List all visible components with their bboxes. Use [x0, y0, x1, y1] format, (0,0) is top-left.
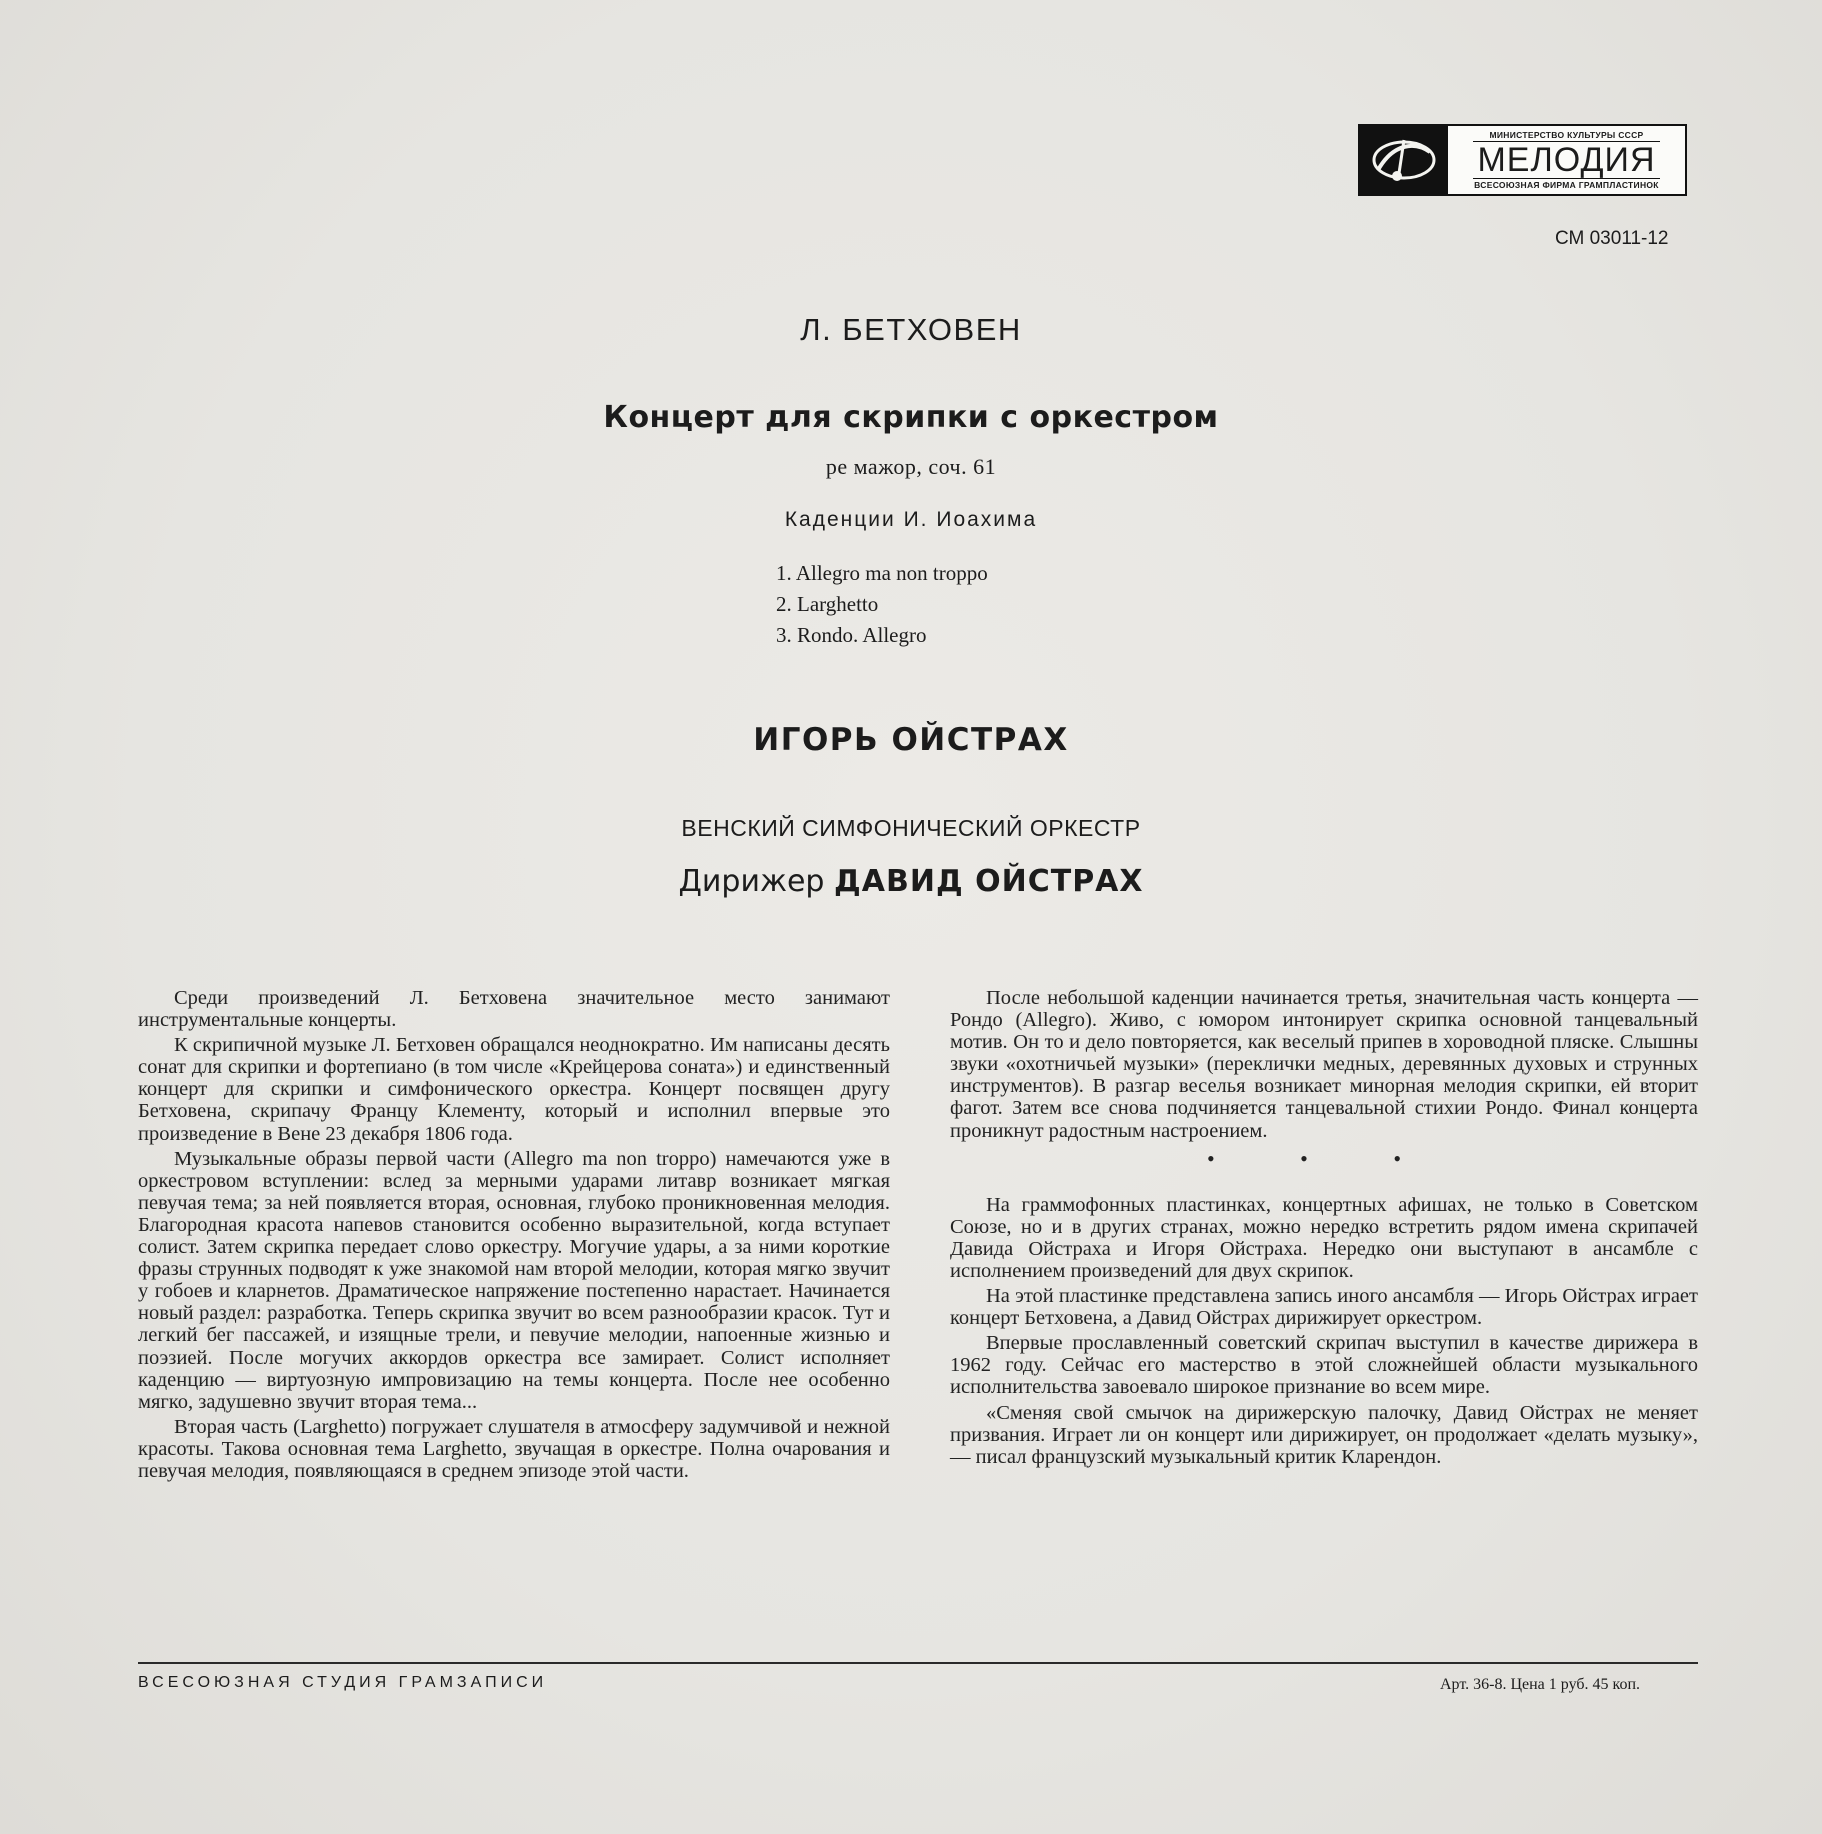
conductor-line [0, 864, 1822, 899]
notes-paragraph: На граммофонных пластинках, концертных афишах, не только в Советском Союзе, но и в других странах, можно нередко встретить рядом имена скрипачей Давида Ойстраха и Игоря Ойстраха. Нередко они выступают в ансамбле с исполнением произведений для двух скрипок. [950, 1193, 1698, 1282]
studio-name: ВСЕСОЮЗНАЯ СТУДИЯ ГРАМЗАПИСИ [138, 1674, 548, 1691]
movement-list [776, 558, 988, 651]
movement-item: 3. Rondo. Allegro [776, 623, 927, 647]
composer-name: Л. БЕТХОВЕН [800, 312, 1022, 347]
notes-paragraph: Среди произведений Л. Бетховена значительное место занимают инструментальные концерты. [138, 987, 890, 1032]
section-separator: • • • [1206, 1145, 1442, 1171]
work-key: ре мажор, соч. 61 [825, 454, 997, 479]
catalog-number: СМ 03011-12 [1555, 228, 1669, 249]
cadenzas-credit: Каденции И. Иоахима [784, 508, 1038, 531]
notes-paragraph: Музыкальные образы первой части (Allegro ma non troppo) намечаются уже в оркестровом вступлении: вслед за мерными ударами литавр возникает мягкая певучая тема; за ней появляется вторая, основная, глубоко проникновенная мелодия. Благородная красота напевов становится особенно выразительной, когда вступает солист. Затем скрипка передает слово оркестру. Могучие удары, а за ними короткие фразы струнных подводят к уже знакомой нам второй мелодии, которая мягко звучит у гобоев и кларнетов. Драматическое напряжение постепенно нарастает. Начинается новый раздел: разработка. Теперь скрипка звучит во всем разнообразии красок. Тут и легкий бег пассажей, и изящные трели, и певучие мелодии, напоенные жизнью и поэзией. После могучих аккордов оркестра все замирает. Солист исполняет каденцию — виртуозную импровизацию на темы концерта. После нее особенно мягко, задушевно звучит вторая тема... [138, 1147, 890, 1413]
orchestra-name: ВЕНСКИЙ СИМФОНИЧЕСКИЙ ОРКЕСТР [681, 815, 1141, 841]
movement-item: 1. Allegro ma non troppo [776, 561, 988, 585]
conductor-name: ДАВИД ОЙСТРАХ [834, 864, 1144, 899]
price-info: Арт. 36-8. Цена 1 руб. 45 коп. [1440, 1676, 1641, 1693]
ministry-text: МИНИСТЕРСТВО КУЛЬТУРЫ СССР [1489, 130, 1644, 140]
work-title: Концерт для скрипки с оркестром [603, 400, 1219, 435]
notes-paragraph: Вторая часть (Larghetto) погружает слушателя в атмосферу задумчивой и нежной красоты. Такова основная тема Larghetto, звучащая в оркестре. Полна очарования и певучая мелодия, появляющаяся в среднем эпизоде этой части. [138, 1415, 890, 1482]
soloist-name: ИГОРЬ ОЙСТРАХ [753, 722, 1069, 758]
notes-paragraph: Впервые прославленный советский скрипач выступил в качестве дирижера в 1962 году. Сейчас его мастерство в этой сложнейшей области музыкального исполнительства завоевало широкое признание во всем мире. [950, 1332, 1698, 1399]
melodiya-wordmark [1448, 126, 1685, 194]
notes-paragraph: После небольшой каденции начинается третья, значительная часть концерта — Рондо (Allegro). Живо, с юмором интонирует скрипка основной танцевальный мотив. Он то и дело повторяется, как веселый припев в хороводной пляске. Слышны звуки «охотничьей музыки» (переклички медных, деревянных духовых и струнных инструментов). В разгар веселья возникает минорная мелодия скрипки, ей вторит фагот. Затем все снова подчиняется танцевальной стихии Рондо. Финал концерта проникнут радостным настроением. [950, 987, 1698, 1142]
notes-paragraph: К скрипичной музыке Л. Бетховен обращался неоднократно. Им написаны десять сонат для скрипки и фортепиано (в том числе «Крейцерова соната») и единственный концерт для скрипки и симфонического оркестра. Концерт посвящен другу Бетховена, скрипачу Францу Клементу, который и исполнил впервые это произведение в Вене 23 декабря 1806 года. [138, 1034, 890, 1145]
brand-name: МЕЛОДИЯ [1473, 141, 1659, 179]
notes-paragraph: На этой пластинке представлена запись иного ансамбля — Игорь Ойстрах играет концерт Бетховена, а Давид Ойстрах дирижирует оркестром. [950, 1285, 1698, 1330]
conductor-label: Дирижер [678, 864, 825, 899]
notes-paragraph: «Сменяя свой смычок на дирижерскую палочку, Давид Ойстрах не меняет призвания. Играет ли он концерт или дирижирует, он продолжает «делать музыку»,— писал французский музыкальный критик Кларендон. [950, 1401, 1698, 1468]
liner-notes-right [950, 987, 1698, 1471]
liner-notes-left [138, 987, 890, 1485]
melodiya-emblem-icon [1360, 126, 1448, 194]
footer-divider [138, 1662, 1698, 1664]
firm-text: ВСЕСОЮЗНАЯ ФИРМА ГРАМПЛАСТИНОК [1474, 180, 1659, 190]
movement-item: 2. Larghetto [776, 592, 879, 616]
melodiya-logo [1358, 124, 1687, 196]
